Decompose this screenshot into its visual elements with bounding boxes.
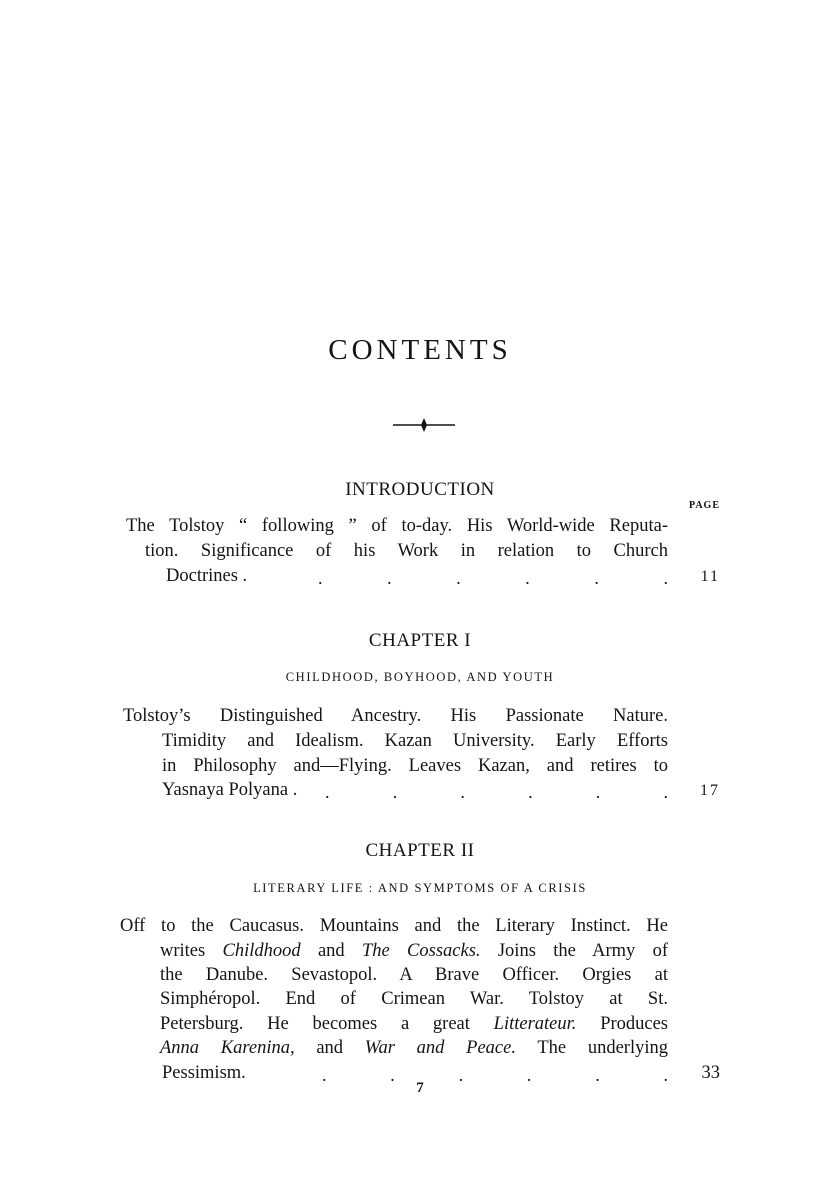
title-childhood: Childhood [222,941,301,961]
intro-dot-leaders: . . . . . . [318,568,668,588]
intro-line-2: tion. Significance of his Work in relation to Church [145,541,668,561]
intro-line-1: The Tolstoy “ following ” of to-day. His World-wide Reputa- [126,516,668,536]
ch2-line-7: Pessimism. [162,1063,246,1083]
intro-line-3: Doctrines . [166,566,248,586]
chapter-2-subtitle: LITERARY LIFE : AND SYMPTOMS OF A CRISIS [253,881,587,895]
ch1-dot-leaders: . . . . . . [325,782,668,802]
title-anna-karenina: Anna Karenina, [160,1038,295,1058]
ch2-dot-leaders: . . . . . . [322,1065,668,1085]
ch2-line-5: Petersburg. He becomes a great Litterateur. Produces [160,1014,669,1034]
introduction-heading: INTRODUCTION [345,479,495,500]
ch1-page-number: 17 [700,782,720,799]
footer-page-number: 7 [416,1080,424,1096]
chapter-1-heading: CHAPTER I [368,630,472,651]
ch2-page-number: 33 [701,1063,720,1083]
ch2-line-4: Simphéropol. End of Crimean War. Tolstoy at St. [160,989,668,1009]
ch1-line-3: in Philosophy and—Flying. Leaves Kazan, and retires to [162,756,668,776]
page-title: CONTENTS [328,334,512,366]
ch2-line-1: Off to the Caucasus. Mountains and the Literary Instinct. He [120,916,668,936]
title-war-and-peace: War and Peace. [364,1038,516,1058]
ch2-line-2: writes Childhood and The Cossacks. Joins the Army of [160,941,668,961]
title-litterateur: Litterateur. [493,1014,577,1034]
title-the-cossacks: The Cossacks. [362,941,481,961]
ch1-line-4: Yasnaya Polyana . [162,780,298,800]
ch1-line-2: Timidity and Idealism. Kazan University. Early Efforts [162,731,668,751]
ornament-divider-icon [391,414,457,434]
ch2-line-3: the Danube. Sevastopol. A Brave Officer. Orgies at [160,965,668,985]
chapter-1-subtitle: CHILDHOOD, BOYHOOD, AND YOUTH [285,670,555,684]
intro-page-number: 11 [700,568,720,585]
page-column-label: PAGE [688,500,720,511]
chapter-2-heading: CHAPTER II [365,840,475,861]
ch2-line-6: Anna Karenina, and War and Peace. The underlying [160,1038,668,1058]
ch1-line-1: Tolstoy’s Distinguished Ancestry. His Passionate Nature. [123,706,668,726]
